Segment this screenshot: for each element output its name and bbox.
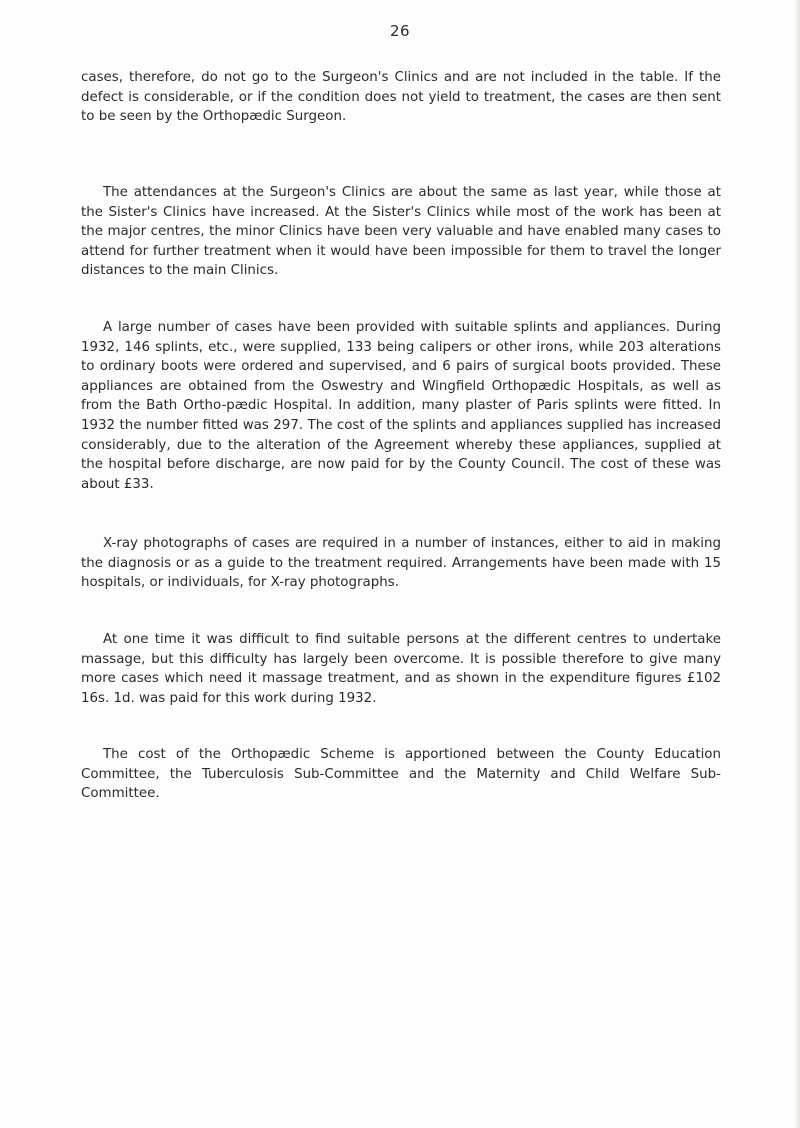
page-number: 26 <box>389 22 411 40</box>
paragraph-6: The cost of the Orthopædic Scheme is apportioned between the County Education Committee, the Tuberculosis Sub-Committee and the Maternity and Child Welfare Sub-Committee. <box>81 747 721 802</box>
paragraph-1: cases, therefore, do not go to the Surgeon's Clinics and are not included in the table. If the defect is considerable, or if the condition does not yield to treatment, the cases are then sent to be seen by the Orthopædic Surgeon. <box>81 70 721 125</box>
paragraph-4: X-ray photographs of cases are required in a number of instances, either to aid in making the diagnosis or as a guide to the treatment required. Arrangements have been made with 15 hospitals, or individuals, for X-ray photographs. <box>81 536 721 591</box>
page-edge-shadow <box>794 0 800 1128</box>
paragraph-3: A large number of cases have been provided with suitable splints and appliances. During 1932, 146 splints, etc., were supplied, 133 being calipers or other irons, while 203 alterations to ordinary boots were ordered and supervised, and 6 pairs of surgical boots provided. These appliances are obtained from the Oswestry and Wingfield Orthopædic Hospitals, as well as from the Bath Ortho-pædic Hospital. In addition, many plaster of Paris splints were fitted. In 1932 the number fitted was 297. The cost of the splints and appliances supplied has increased considerably, due to the alteration of the Agreement whereby these appliances, supplied at the hospital before discharge, are now paid for by the County Council. The cost of these was about £33. <box>81 320 721 492</box>
paragraph-2: The attendances at the Surgeon's Clinics are about the same as last year, while those at the Sister's Clinics have increased. At the Sister's Clinics while most of the work has been at the major centres, the minor Clinics have been very valuable and have enabled many cases to attend for further treatment when it would have been impossible for them to travel the longer distances to the main Clinics. <box>81 185 721 279</box>
paragraph-5: At one time it was difficult to find suitable persons at the different centres to undertake massage, but this difficulty has largely been overcome. It is possible therefore to give many more cases which need it massage treatment, and as shown in the expenditure figures £102 16s. 1d. was paid for this work during 1932. <box>81 632 721 706</box>
